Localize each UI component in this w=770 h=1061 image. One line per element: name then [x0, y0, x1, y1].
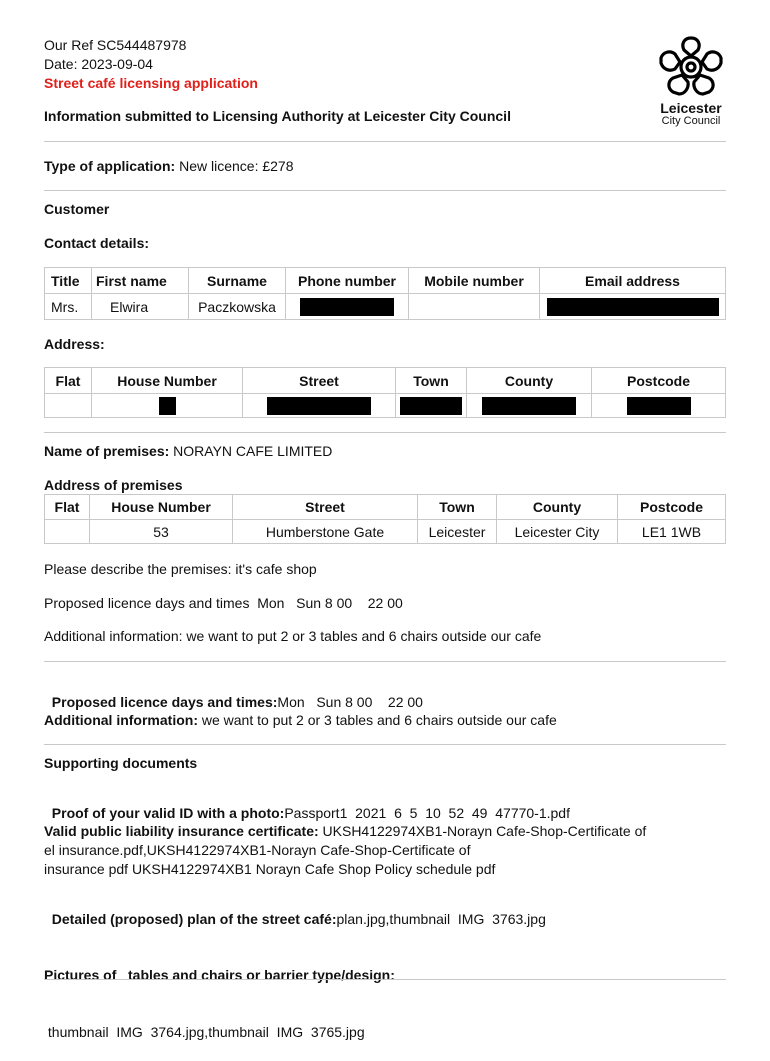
divider	[44, 744, 726, 745]
premises-name	[44, 443, 332, 459]
address-title: Address:	[44, 336, 105, 352]
council-logo	[646, 34, 736, 127]
licence-additional	[44, 712, 557, 728]
table-row	[45, 394, 726, 418]
contact-table	[44, 267, 726, 320]
logo-line-1: Leicester	[660, 100, 722, 116]
contact-title: Mrs.	[45, 294, 92, 320]
column-header: Town	[418, 495, 497, 520]
contact-first-name: Elwira	[92, 294, 189, 320]
plan-value: plan.jpg,thumbnail IMG 3763.jpg	[336, 911, 546, 927]
premises-postcode: LE1 1WB	[618, 520, 726, 544]
column-header: Postcode	[618, 495, 726, 520]
column-header: First name	[92, 268, 189, 294]
logo-line-2: City Council	[661, 115, 721, 127]
column-header: House Number	[92, 368, 243, 394]
rose-icon	[657, 34, 725, 98]
redacted-street	[267, 397, 371, 415]
mobile-cell	[409, 294, 540, 320]
pictures-value: thumbnail IMG 3764.jpg,thumbnail IMG 3765.jpg	[44, 1024, 365, 1040]
redacted-county	[482, 397, 576, 415]
divider	[44, 141, 726, 142]
pictures-label: Pictures of tables and chairs or barrier type/design:	[44, 967, 395, 983]
divider	[44, 979, 726, 980]
licence-times-label: Proposed licence days and times:	[51, 694, 278, 710]
table-header-row	[45, 268, 726, 294]
supporting-documents-title: Supporting documents	[44, 755, 198, 771]
divider	[44, 432, 726, 433]
letter-date: Date: 2023-09-04	[44, 56, 153, 72]
house-number-cell	[92, 394, 243, 418]
column-header: Mobile number	[409, 268, 540, 294]
insurance-label: Valid public liability insurance certificate:	[44, 823, 319, 839]
application-type-value: New licence: £278	[179, 158, 294, 174]
redacted-postcode	[627, 397, 691, 415]
column-header: County	[497, 495, 618, 520]
town-cell	[396, 394, 467, 418]
premises-street: Humberstone Gate	[233, 520, 418, 544]
contact-details-title: Contact details:	[44, 235, 150, 251]
id-document	[44, 789, 570, 821]
licence-additional-label: Additional information:	[44, 712, 198, 728]
licence-times	[44, 678, 423, 710]
email-cell	[540, 294, 726, 320]
insurance-value-line-1: UKSH4122974XB1-Norayn Cafe-Shop-Certificate of	[322, 823, 647, 839]
premises-proposed-times: Proposed licence days and times Mon Sun 8 00 22 00	[44, 595, 403, 611]
premises-additional-info: Additional information: we want to put 2 or 3 tables and 6 chairs outside our cafe	[44, 628, 542, 644]
column-header: Surname	[189, 268, 286, 294]
premises-name-label: Name of premises:	[44, 443, 170, 459]
table-header-row	[45, 495, 726, 520]
premises-name-value: NORAYN CAFE LIMITED	[173, 443, 333, 459]
column-header: Email address	[540, 268, 726, 294]
insurance-document	[44, 822, 734, 879]
column-header: Phone number	[286, 268, 409, 294]
divider	[44, 661, 726, 662]
county-cell	[467, 394, 592, 418]
redacted-house-number	[159, 397, 176, 415]
id-document-value: Passport1 2021 6 5 10 52 49 47770-1.pdf	[284, 805, 570, 821]
column-header: Title	[45, 268, 92, 294]
reference-number: Our Ref SC544487978	[44, 37, 187, 53]
plan-document	[44, 895, 546, 927]
column-header: Flat	[45, 368, 92, 394]
insurance-value-line-2: el insurance.pdf,UKSH4122974XB1-Norayn Cafe-Shop-Certificate of	[44, 842, 471, 858]
table-header-row	[45, 368, 726, 394]
premises-flat	[45, 520, 90, 544]
contact-surname: Paczkowska	[189, 294, 286, 320]
document-subject: Street café licensing application	[44, 75, 258, 91]
redacted-town	[400, 397, 462, 415]
column-header: Street	[243, 368, 396, 394]
divider	[44, 190, 726, 191]
customer-address-table	[44, 367, 726, 418]
table-row	[45, 520, 726, 544]
licence-times-value: Mon Sun 8 00 22 00	[277, 694, 423, 710]
column-header: Postcode	[592, 368, 726, 394]
column-header: County	[467, 368, 592, 394]
application-type-label: Type of application:	[44, 158, 176, 174]
redacted-email	[547, 298, 719, 316]
column-header: Street	[233, 495, 418, 520]
premises-house-number: 53	[90, 520, 233, 544]
postcode-cell	[592, 394, 726, 418]
table-row	[45, 294, 726, 320]
application-type	[44, 158, 294, 174]
street-cell	[243, 394, 396, 418]
id-document-label: Proof of your valid ID with a photo:	[51, 805, 285, 821]
customer-section-title: Customer	[44, 201, 110, 217]
column-header: Flat	[45, 495, 90, 520]
premises-address-title: Address of premises	[44, 477, 183, 493]
premises-description: Please describe the premises: it's cafe shop	[44, 561, 317, 577]
column-header: Town	[396, 368, 467, 394]
plan-label: Detailed (proposed) plan of the street café:	[51, 911, 337, 927]
pictures-document	[44, 928, 395, 1061]
licence-additional-value: we want to put 2 or 3 tables and 6 chairs outside our cafe	[201, 712, 557, 728]
column-header: House Number	[90, 495, 233, 520]
insurance-value-line-3: insurance pdf UKSH4122974XB1 Norayn Cafe Shop Policy schedule pdf	[44, 861, 496, 877]
flat-cell	[45, 394, 92, 418]
header-block	[44, 36, 258, 93]
premises-address-table	[44, 494, 726, 544]
premises-town: Leicester	[418, 520, 497, 544]
info-line: Information submitted to Licensing Authority at Leicester City Council	[44, 108, 511, 124]
redacted-phone	[300, 298, 394, 316]
premises-county: Leicester City	[497, 520, 618, 544]
phone-cell	[286, 294, 409, 320]
